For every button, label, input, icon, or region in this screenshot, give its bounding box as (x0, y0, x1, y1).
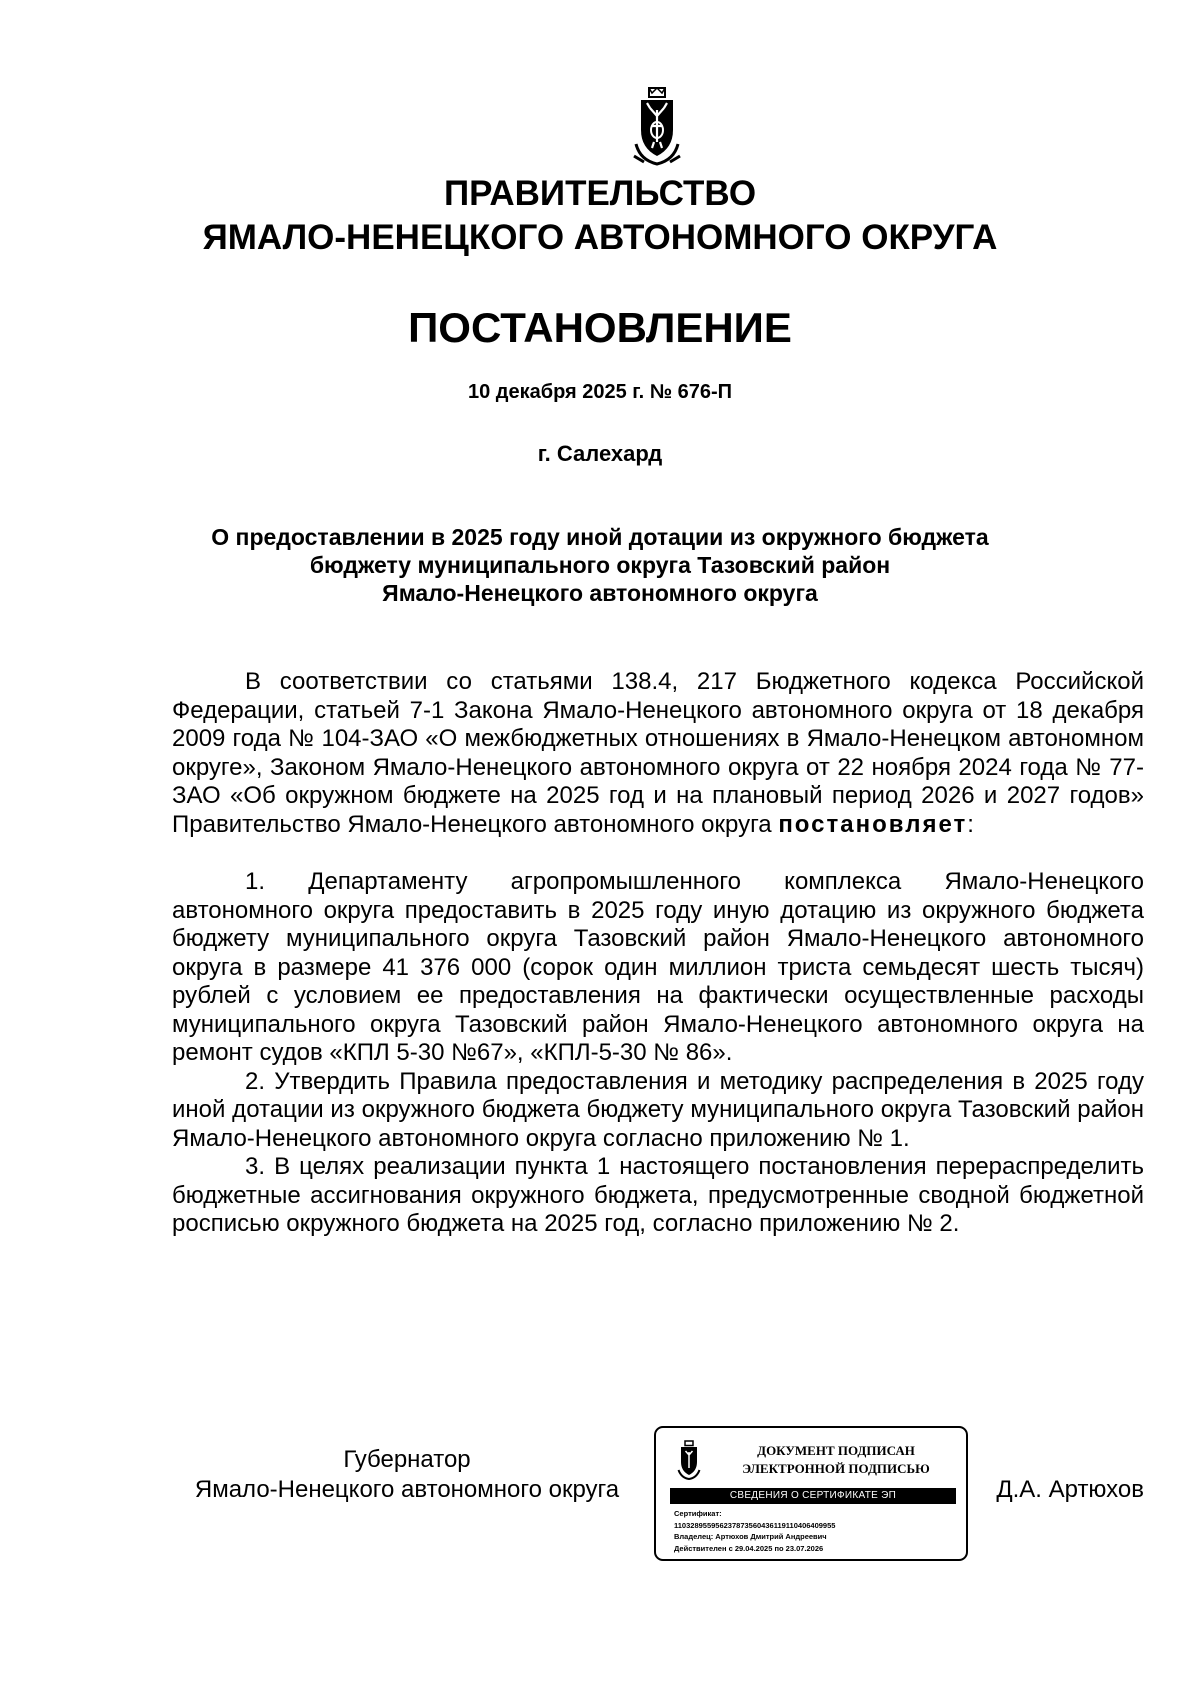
document-city: г. Салехард (537, 441, 663, 466)
signatory-position-line1: Губернатор (343, 1446, 471, 1473)
signatory-position-line2: Ямало-Ненецкого автономного округа (194, 1476, 620, 1503)
coat-of-arms-icon (676, 1440, 702, 1480)
point-paragraph-1: 1. Департаменту агропромышленного комплекса Ямало-Ненецкого автономного округа предоставить в 2025 году иную дотацию из окружного бюджета бюджету муниципального округа Тазовский район Ямало-Ненецкого автономного округа в размере 41 376 000 (сорок один миллион триста семьдесят шесть тысяч) рублей с условием ее предоставления на фактически осуществленные расходы муниципального округа Тазовский район Ямало-Ненецкого автономного округа на ремонт судов «КПЛ 5-30 №67», «КПЛ-5-30 № 86». (172, 868, 1144, 1066)
preamble-text: В соответствии со статьями 138.4, 217 Бюджетного кодекса Российской Федерации, статьей 7-1 Закона Ямало-Ненецкого автономного округа от 18 декабря 2009 года № 104-ЗАО «О межбюджетных отношениях в Ямало-Ненецком автономном округе», Законом Ямало-Ненецкого автономного округа от 22 ноября 2024 года № 77-ЗАО «Об окружном бюджете на 2025 год и на плановый период 2026 и 2027 годов» Правительство Ямало-Ненецкого автономного округа (172, 668, 1144, 838)
stamp-title (716, 1442, 956, 1478)
subject-line: О предоставлении в 2025 году иной дотации из окружного бюджета (211, 524, 989, 550)
signatory-name: Д.А. Артюхов (996, 1476, 1144, 1503)
document-date-number: 10 декабря 2025 г. № 676-П (467, 381, 733, 403)
stamp-validity: Действителен с 29.04.2025 по 23.07.2026 (674, 1543, 824, 1553)
preamble-paragraph (172, 668, 1144, 839)
stamp-owner: Владелец: Артюхов Дмитрий Андреевич (674, 1532, 827, 1541)
document-subject (170, 523, 1030, 607)
stamp-cert-number: 110328955956237873560436119110406409955 (674, 1520, 836, 1530)
coat-of-arms-icon (632, 86, 682, 166)
government-name-line1: ПРАВИТЕЛЬСТВО (443, 174, 757, 213)
stamp-title-line1: ДОКУМЕНТ ПОДПИСАН (757, 1443, 915, 1458)
preamble-keyword: постановляет (778, 810, 968, 838)
government-header (120, 172, 1080, 260)
point-paragraph-2: 2. Утвердить Правила предоставления и методику распределения в 2025 году иной дотации из окружного бюджета бюджету муниципального округа Тазовский район Ямало-Ненецкого автономного округа согласно приложению № 1. (172, 1067, 1144, 1152)
stamp-title-line2: ЭЛЕКТРОННОЙ ПОДПИСЬЮ (742, 1461, 930, 1476)
government-name-line2: ЯМАЛО-НЕНЕЦКОГО АВТОНОМНОГО ОКРУГА (202, 218, 998, 257)
document-type-title: ПОСТАНОВЛЕНИЕ (408, 304, 792, 351)
preamble-tail: : (967, 810, 974, 838)
stamp-certificate-bar: СВЕДЕНИЯ О СЕРТИФИКАТЕ ЭП (670, 1488, 956, 1504)
subject-line: Ямало-Ненецкого автономного округа (382, 580, 818, 606)
document-body (172, 668, 1144, 1239)
stamp-cert-label: Сертификат: (674, 1509, 722, 1518)
stamp-certificate-details (674, 1508, 964, 1554)
point-paragraph-3: 3. В целях реализации пункта 1 настоящего постановления перераспределить бюджетные ассигнования окружного бюджета, предусмотренные сводной бюджетной росписью окружного бюджета на 2025 год, согласно приложению № 2. (172, 1153, 1144, 1237)
signatory-position (172, 1445, 642, 1505)
subject-line: бюджету муниципального округа Тазовский район (309, 552, 891, 578)
electronic-signature-stamp (654, 1426, 968, 1561)
